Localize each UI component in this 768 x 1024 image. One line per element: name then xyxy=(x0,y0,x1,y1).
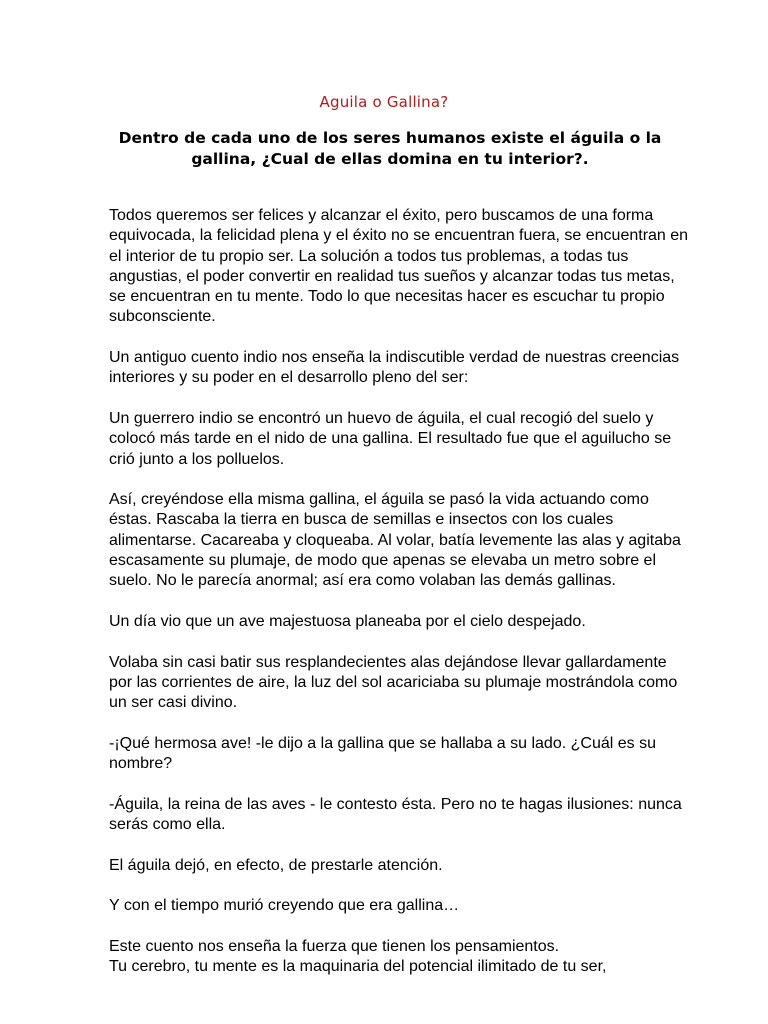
document-title: Aguila o Gallina? xyxy=(319,93,449,111)
document-subtitle: Dentro de cada uno de los seres humanos existe el águila o la gallina, ¿Cual de ellas domina en tu interior?. xyxy=(118,129,662,168)
paragraph-line: Este cuento nos enseña la fuerza que tienen los pensamientos. xyxy=(109,937,560,955)
paragraph-line: Tu cerebro, tu mente es la maquinaria del potencial ilimitado de tu ser, xyxy=(109,957,607,975)
paragraph: Todos queremos ser felices y alcanzar el éxito, pero buscamos de una forma equivocada, la felicidad plena y el éxito no se encuentran fuera, se encuentran en el interior de tu propio ser. La solución a todos tus problemas, a todas tus angustias, el poder convertir en realidad tus sueños y alcanzar todas tus metas, se encuentran en tu mente. Todo lo que necesitas hacer es escuchar tu propio subconsciente. xyxy=(109,207,689,326)
paragraph: Un guerrero indio se encontró un huevo de águila, el cual recogió del suelo y colocó más tarde en el nido de una gallina. El resultado fue que el aguilucho se crió junto a los polluelos. xyxy=(109,409,672,468)
paragraph: Volaba sin casi batir sus resplandecientes alas dejándose llevar gallardamente por las corrientes de aire, la luz del sol acariciaba su plumaje mostrándola como un ser casi divino. xyxy=(109,653,678,712)
paragraph: Un día vio que un ave majestuosa planeaba por el cielo despejado. xyxy=(109,612,586,630)
paragraph: -¡Qué hermosa ave! -le dijo a la gallina que se hallaba a su lado. ¿Cuál es su nombre? xyxy=(109,734,656,773)
paragraph: Así, creyéndose ella misma gallina, el águila se pasó la vida actuando como éstas. Rascaba la tierra en busca de semillas e insectos con los cuales alimentarse. Cacareaba y cloqueaba. Al volar, batía levemente las alas y agitaba escasamente su plumaje, de modo que apenas se elevaba un metro sobre el suelo. No le parecía anormal; así era como volaban las demás gallinas. xyxy=(109,491,681,590)
paragraph: Un antiguo cuento indio nos enseña la indiscutible verdad de nuestras creencias interiores y su poder en el desarrollo pleno del ser: xyxy=(109,349,680,387)
paragraph: El águila dejó, en efecto, de prestarle atención. xyxy=(109,856,443,874)
paragraph-final xyxy=(109,937,689,978)
paragraph: Y con el tiempo murió creyendo que era gallina… xyxy=(109,897,460,915)
paragraph: -Águila, la reina de las aves - le contesto ésta. Pero no te hagas ilusiones: nunca serás como ella. xyxy=(109,795,682,833)
document-body xyxy=(109,206,689,998)
